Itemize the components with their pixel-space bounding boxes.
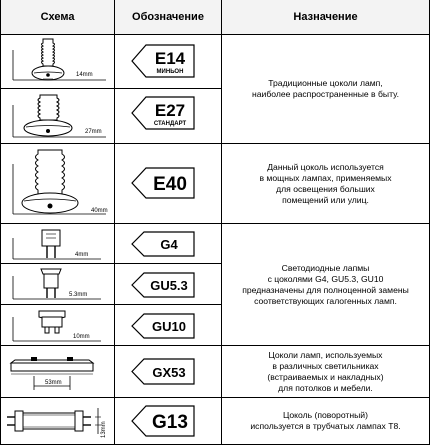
e14-base-diagram [1, 35, 114, 88]
badge-gx53 [131, 358, 195, 385]
gu53-base-diagram [1, 264, 114, 304]
dimension-label: 27mm [85, 129, 102, 135]
header-scheme: Схема [1, 0, 114, 34]
purpose-cell [221, 398, 430, 444]
purpose-line: соответствующих галогенных ламп. [254, 295, 397, 306]
badge-e40 [131, 167, 195, 199]
badge-code: G13 [152, 412, 188, 433]
badge-e14 [131, 44, 195, 78]
purpose-line: помещений или улиц. [282, 194, 369, 205]
e27-base-diagram [1, 89, 114, 143]
badge-e27 [131, 96, 195, 130]
purpose-line: предназначены для полноценной замены [242, 284, 409, 295]
column-divider [114, 0, 115, 445]
purpose-line: Светодиодные лапмы [281, 262, 370, 273]
purpose-line: используется в трубчатых лампах Т8. [250, 421, 401, 431]
badge-code: GU5.3 [150, 278, 188, 293]
purpose-line: в мощных лампах, применяемых [259, 172, 392, 183]
purpose-line: Традиционные цоколи ламп, [268, 78, 383, 88]
header-designation: Обозначение [115, 0, 221, 34]
purpose-line: для потолков и мебели. [278, 382, 373, 393]
purpose-cell [221, 346, 430, 397]
badge-gu53 [131, 272, 195, 298]
badge-code: GU10 [152, 319, 186, 334]
purpose-line: Данный цоколь используется [267, 161, 384, 172]
dimension-label: 13mm [101, 421, 107, 438]
purpose-line: Цоколь (поворотный) [283, 410, 368, 420]
header-purpose: Назначение [222, 0, 429, 34]
purpose-line: наиболее распространенные в быту. [252, 89, 399, 99]
badge-g4 [131, 231, 195, 257]
badge-code: GX53 [152, 365, 186, 380]
dimension-label: 10mm [73, 334, 90, 340]
purpose-cell [221, 224, 430, 345]
purpose-line: с цоколями G4, GU5.3, GU10 [267, 273, 384, 284]
dimension-label: 40mm [91, 208, 108, 214]
purpose-cell [221, 144, 430, 223]
badge-g13 [131, 405, 195, 437]
gx53-base-diagram [1, 346, 114, 397]
purpose-line: (встраиваемых и накладных) [267, 371, 384, 382]
dimension-label: 53mm [45, 380, 62, 386]
badge-code: G4 [160, 237, 178, 252]
dimension-label: 14mm [76, 72, 93, 78]
e40-base-diagram [1, 144, 114, 223]
badge-code: E40 [153, 174, 187, 195]
dimension-label: 5.3mm [69, 292, 88, 298]
badge-gu10 [131, 313, 195, 339]
badge-subtitle: МИНЬОН [156, 69, 184, 75]
gu10-base-diagram [1, 305, 114, 345]
purpose-line: для освещения больших [276, 183, 375, 194]
purpose-line: в различных светильниках [272, 360, 379, 371]
dimension-label: 4mm [75, 252, 89, 258]
g13-base-diagram [1, 398, 114, 444]
purpose-cell [221, 35, 430, 143]
badge-subtitle: СТАНДАРТ [153, 121, 187, 127]
badge-code: E27 [154, 101, 186, 120]
purpose-line: Цоколи ламп, используемых [268, 349, 383, 360]
g4-base-diagram [1, 224, 114, 263]
badge-code: E14 [154, 49, 186, 68]
